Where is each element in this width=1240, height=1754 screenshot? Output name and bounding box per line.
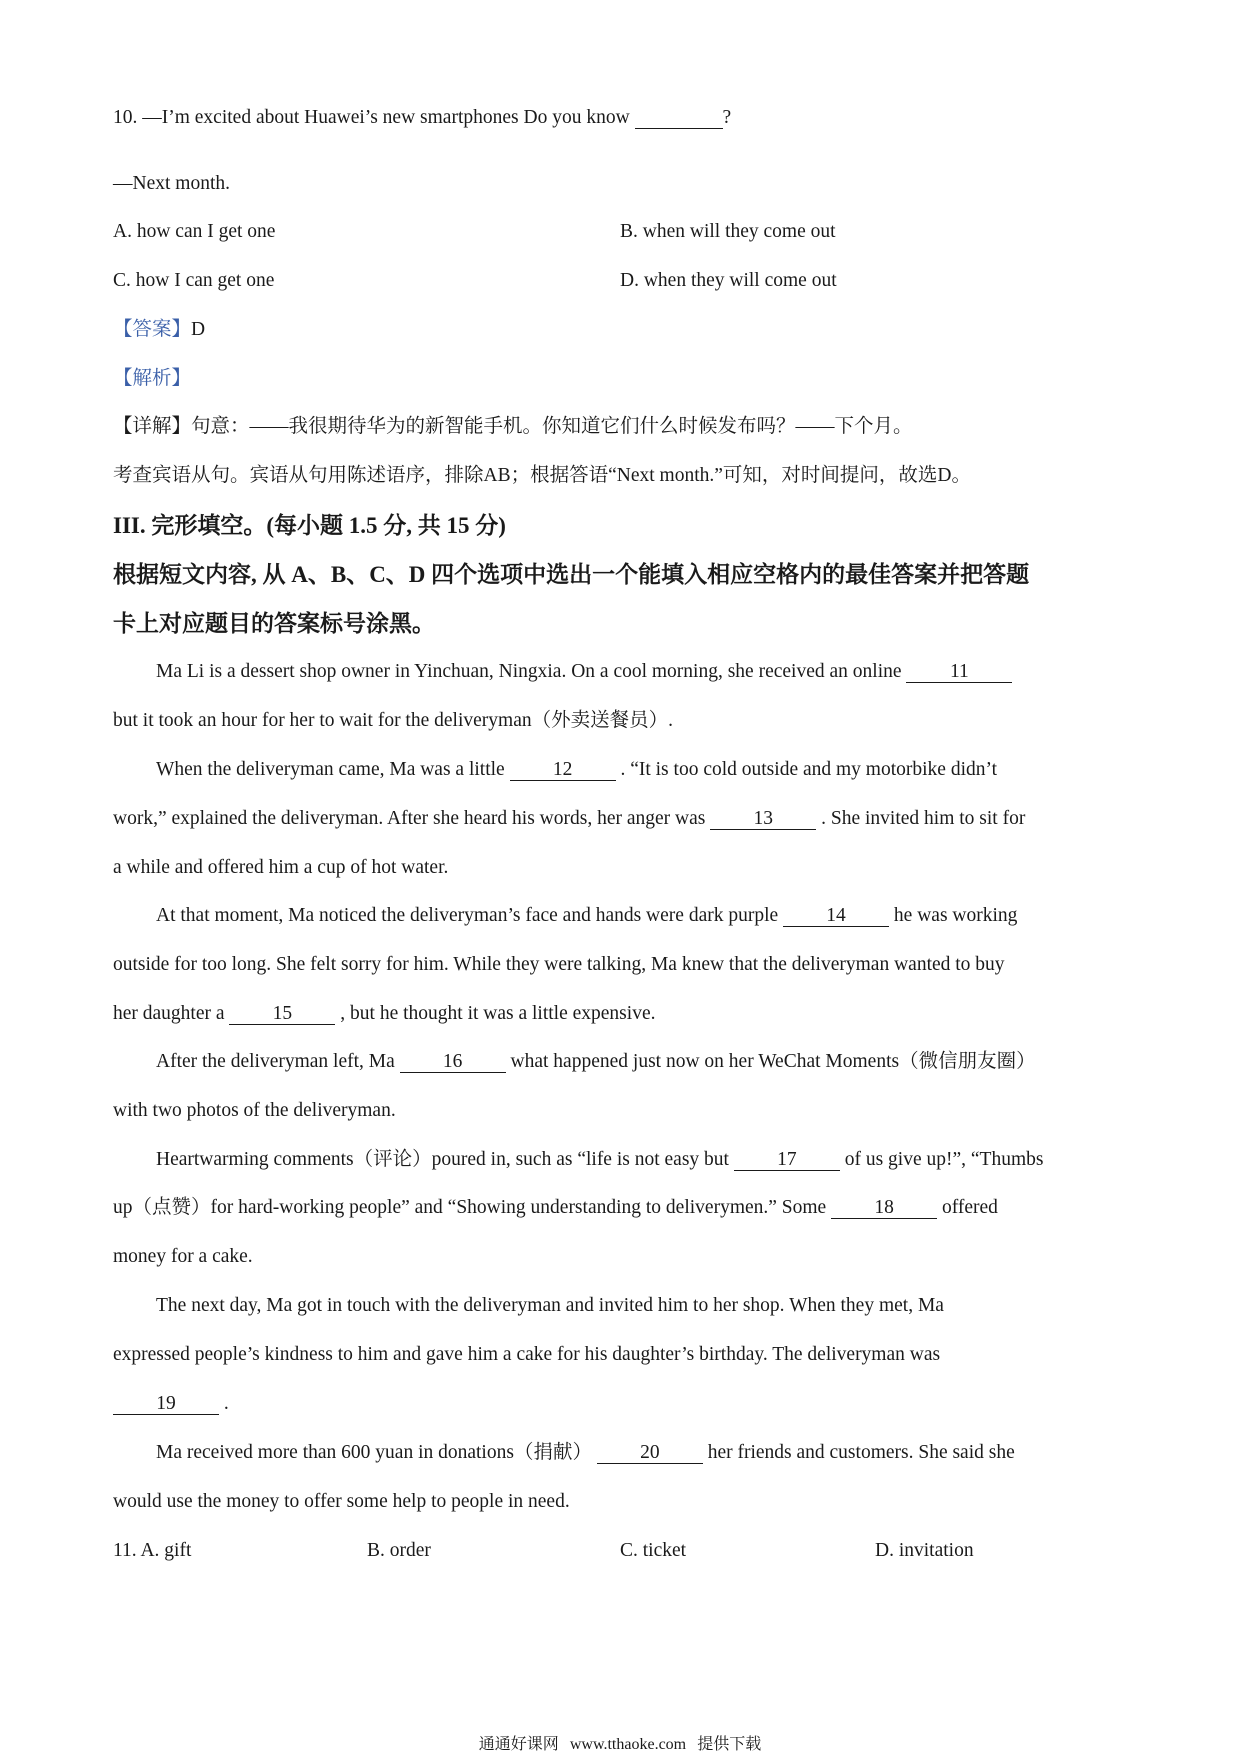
q10-option-b: B. when will they come out (620, 221, 836, 242)
section-heading: III. 完形填空。(每小题 1.5 分, 共 15 分) (113, 513, 506, 538)
footer-site-name: 通通好课网 (478, 1734, 559, 1753)
passage-line: After the deliveryman left, Ma 16 what happened just now on her WeChat Moments（微信朋友圈） (156, 1051, 1036, 1072)
footer-url[interactable]: www.tthaoke.com (569, 1736, 687, 1753)
q10-option-a: A. how can I get one (113, 221, 276, 242)
passage-line: 19 . (113, 1394, 229, 1415)
q10-answer (113, 320, 205, 340)
answer-label: 【答案】 (113, 319, 192, 340)
blank-19: 19 (113, 1394, 219, 1415)
blank-16: 16 (400, 1052, 506, 1073)
blank-12: 12 (510, 760, 616, 781)
q11-option-d: D. invitation (875, 1540, 974, 1561)
passage-line: Ma received more than 600 yuan in donations（捐献） 20 her friends and customers. She said she (156, 1442, 1015, 1463)
passage-line: The next day, Ma got in touch with the deliveryman and invited him to her shop. When they met, Ma (156, 1295, 944, 1316)
passage-line: Ma Li is a dessert shop owner in Yinchuan, Ningxia. On a cool morning, she received an online 11 (156, 662, 1012, 683)
detail-line-1: 【详解】句意：——我很期待华为的新智能手机。你知道它们什么时候发布吗？——下个月。 (113, 416, 913, 437)
q10-blank (635, 108, 723, 129)
q10-reply: —Next month. (113, 173, 230, 194)
passage-line: expressed people’s kindness to him and gave him a cake for his daughter’s birthday. The deliveryman was (113, 1344, 941, 1365)
detail-line-2: 考查宾语从句。宾语从句用陈述语序，排除AB；根据答语“Next month.”可知，对时间提问，故选D。 (113, 465, 971, 486)
section-instruction-2: 卡上对应题目的答案标号涂黑。 (113, 611, 435, 636)
section-instruction-1: 根据短文内容, 从 A、B、C、D 四个选项中选出一个能填入相应空格内的最佳答案并把答题 (113, 562, 1030, 587)
answer-value: D (191, 319, 206, 340)
passage-line: Heartwarming comments（评论）poured in, such as “life is not easy but 17 of us give up!”, “Thumbs (156, 1149, 1044, 1170)
passage-line: When the deliveryman came, Ma was a little 12 . “It is too cold outside and my motorbike didn’t (156, 759, 998, 780)
passage-line: work,” explained the deliveryman. After she heard his words, her anger was 13 . She invited him to sit for (113, 808, 1026, 829)
blank-13: 13 (710, 809, 816, 830)
passage-line: but it took an hour for her to wait for the deliveryman（外卖送餐员）. (113, 710, 673, 731)
passage-line: would use the money to offer some help to people in need. (113, 1491, 570, 1512)
passage-line: At that moment, Ma noticed the deliveryman’s face and hands were dark purple 14 he was working (156, 905, 1018, 926)
page-footer (0, 1731, 1240, 1754)
passage-line: her daughter a 15 , but he thought it was a little expensive. (113, 1003, 656, 1024)
q10-option-c: C. how I can get one (113, 270, 275, 291)
blank-18: 18 (831, 1198, 937, 1219)
passage-line: with two photos of the deliveryman. (113, 1100, 396, 1121)
passage-line: money for a cake. (113, 1246, 253, 1267)
blank-14: 14 (783, 906, 889, 927)
analysis-label: 【解析】 (113, 368, 192, 389)
blank-17: 17 (734, 1150, 840, 1171)
footer-download-text: 提供下载 (697, 1734, 762, 1753)
passage-line: a while and offered him a cup of hot water. (113, 857, 449, 878)
q10-option-d: D. when they will come out (620, 270, 837, 291)
q11-option-a: 11. A. gift (113, 1540, 192, 1561)
passage-line: up（点赞）for hard-working people” and “Showing understanding to deliverymen.” Some 18 offered (113, 1197, 998, 1218)
q11-option-c: C. ticket (620, 1540, 687, 1561)
q10-stem: 10. —I’m excited about Huawei’s new smartphones Do you know ? (113, 107, 732, 128)
blank-11: 11 (906, 662, 1012, 683)
q11-option-b: B. order (367, 1540, 431, 1561)
blank-15: 15 (229, 1004, 335, 1025)
passage-line: outside for too long. She felt sorry for him. While they were talking, Ma knew that the deliveryman wanted to buy (113, 954, 1005, 975)
blank-20: 20 (597, 1443, 703, 1464)
